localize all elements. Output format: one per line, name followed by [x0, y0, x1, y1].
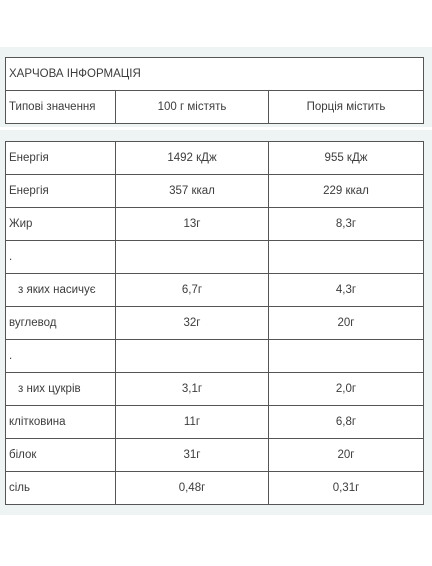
per-100g-value — [116, 340, 269, 373]
nutrient-label: з них цукрів — [6, 373, 116, 406]
nutrient-label: Жир — [6, 208, 116, 241]
nutrient-label: . — [6, 340, 116, 373]
nutrition-header-table — [5, 57, 424, 124]
nutrient-label: Енергія — [6, 142, 116, 175]
per-100g-value: 0,48г — [116, 472, 269, 505]
table-row — [6, 373, 424, 406]
per-100g-value: 3,1г — [116, 373, 269, 406]
table-row — [6, 472, 424, 505]
per-portion-value: 20г — [269, 439, 424, 472]
per-portion-value: 6,8г — [269, 406, 424, 439]
table-row — [6, 406, 424, 439]
table-row — [6, 241, 424, 274]
per-portion-value: 229 ккал — [269, 175, 424, 208]
table-row — [6, 307, 424, 340]
per-portion-value: 2,0г — [269, 373, 424, 406]
column-header-row — [6, 91, 424, 124]
per-portion-value: 4,3г — [269, 274, 424, 307]
table-row — [6, 274, 424, 307]
nutrient-label: білок — [6, 439, 116, 472]
table-row — [6, 340, 424, 373]
per-100g-value — [116, 241, 269, 274]
nutrition-values-table — [5, 141, 424, 505]
per-100g-value: 31г — [116, 439, 269, 472]
per-portion-value: 0,31г — [269, 472, 424, 505]
per-100g-value: 1492 кДж — [116, 142, 269, 175]
nutrient-label: вуглевод — [6, 307, 116, 340]
per-portion-value — [269, 241, 424, 274]
per-portion-value: 20г — [269, 307, 424, 340]
table-row — [6, 175, 424, 208]
column-header-per-100g: 100 г містять — [116, 91, 269, 124]
title-row — [6, 58, 424, 91]
column-header-per-portion: Порція містить — [269, 91, 424, 124]
per-100g-value: 6,7г — [116, 274, 269, 307]
table-row — [6, 142, 424, 175]
column-header-typical-values: Типові значення — [6, 91, 116, 124]
nutrient-label: сіль — [6, 472, 116, 505]
nutrient-label: клітковина — [6, 406, 116, 439]
per-portion-value: 955 кДж — [269, 142, 424, 175]
per-100g-value: 357 ккал — [116, 175, 269, 208]
nutrient-label: Енергія — [6, 175, 116, 208]
per-100g-value: 11г — [116, 406, 269, 439]
per-100g-value: 13г — [116, 208, 269, 241]
nutrient-label: з яких насичує — [6, 274, 116, 307]
per-100g-value: 32г — [116, 307, 269, 340]
table-row — [6, 439, 424, 472]
table-row — [6, 208, 424, 241]
per-portion-value — [269, 340, 424, 373]
nutrient-label: . — [6, 241, 116, 274]
table-title: ХАРЧОВА ІНФОРМАЦІЯ — [6, 58, 424, 91]
per-portion-value: 8,3г — [269, 208, 424, 241]
